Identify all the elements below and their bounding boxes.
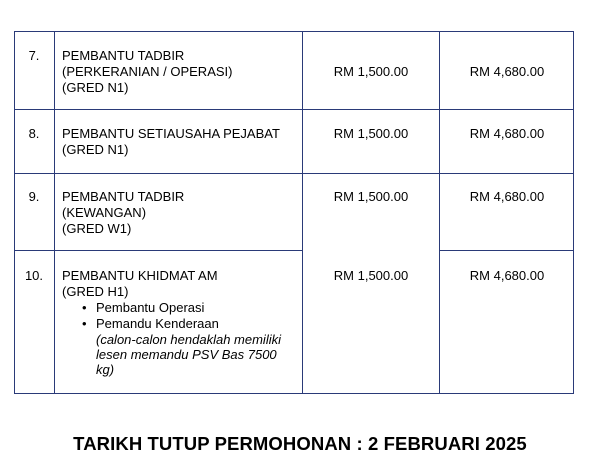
row-number: 7. (28, 48, 40, 63)
position-grade: (GRED H1) (62, 284, 129, 299)
position-title-line: (PERKERANIAN / OPERASI) (62, 64, 233, 79)
sub-position-item: Pembantu Operasi (96, 300, 205, 315)
table-border-right (573, 31, 574, 394)
position-title-line: PEMBANTU KHIDMAT AM (62, 268, 218, 283)
row-divider-7-8 (14, 109, 574, 110)
column-divider-number (54, 31, 55, 394)
column-divider-min (439, 31, 440, 394)
position-grade: (GRED N1) (62, 80, 129, 95)
minimum-salary: RM 1,500.00 (333, 268, 409, 283)
row-divider-9-10-right (439, 250, 574, 251)
licence-requirement-note: (calon-calon hendaklah memiliki (96, 332, 281, 347)
bullet-icon: • (82, 300, 87, 315)
table-border-bottom (14, 393, 574, 394)
minimum-salary: RM 1,500.00 (333, 64, 409, 79)
maximum-salary: RM 4,680.00 (469, 268, 545, 283)
closing-date-heading: TARIKH TUTUP PERMOHONAN : 2 FEBRUARI 2025 (73, 433, 527, 454)
maximum-salary: RM 4,680.00 (469, 64, 545, 79)
licence-requirement-note: lesen memandu PSV Bas 7500 (96, 347, 277, 362)
licence-requirement-note: kg) (96, 362, 115, 377)
maximum-salary: RM 4,680.00 (469, 189, 545, 204)
position-title-line: PEMBANTU TADBIR (62, 189, 185, 204)
minimum-salary: RM 1,500.00 (333, 126, 409, 141)
row-number: 8. (28, 126, 40, 141)
position-grade: (GRED W1) (62, 221, 132, 236)
bullet-icon: • (82, 316, 87, 331)
row-divider-9-10-left (14, 250, 303, 251)
row-number: 9. (28, 189, 40, 204)
position-title-line: PEMBANTU SETIAUSAHA PEJABAT (62, 126, 280, 141)
column-divider-position (302, 31, 303, 394)
row-divider-8-9 (14, 173, 574, 174)
table-border-left (14, 31, 15, 394)
position-grade: (GRED N1) (62, 142, 129, 157)
position-title-line: PEMBANTU TADBIR (62, 48, 185, 63)
maximum-salary: RM 4,680.00 (469, 126, 545, 141)
position-title-line: (KEWANGAN) (62, 205, 147, 220)
sub-position-item: Pemandu Kenderaan (96, 316, 219, 331)
table-border-top (14, 31, 574, 32)
row-number: 10. (24, 268, 44, 283)
minimum-salary: RM 1,500.00 (333, 189, 409, 204)
